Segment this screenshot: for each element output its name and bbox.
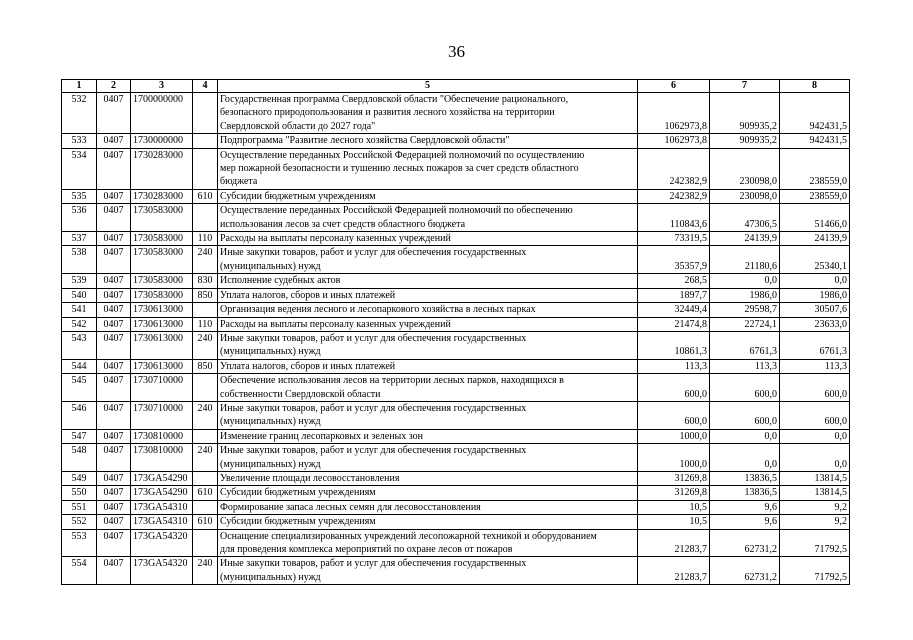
description-line: Формирование запаса лесных семян для лесовосстановления <box>220 501 481 513</box>
table-row <box>62 486 850 500</box>
description-cell <box>218 204 638 232</box>
description-line: использования лесов за счет средств областного бюджета <box>220 218 466 230</box>
amount-col8-cell: 113,3 <box>780 359 850 373</box>
expense-type-cell: 110 <box>193 317 218 331</box>
amount-col7-cell: 600,0 <box>710 374 780 402</box>
amount-col6-cell: 10,5 <box>638 515 710 529</box>
description-cell <box>218 500 638 514</box>
description-line: Обеспечение использования лесов на территории лесных парков, находящихся в <box>220 375 564 387</box>
amount-col8-cell: 600,0 <box>780 401 850 429</box>
column-header: 8 <box>780 80 850 93</box>
table-row <box>62 93 850 134</box>
expense-type-cell <box>193 500 218 514</box>
expense-type-cell: 850 <box>193 359 218 373</box>
description-line: Субсидии бюджетным учреждениям <box>220 516 376 528</box>
description-line: мер пожарной безопасности и тушению лесных пожаров за счет средств областного <box>220 163 579 175</box>
amount-col6-cell: 600,0 <box>638 401 710 429</box>
section-code-cell: 0407 <box>97 204 131 232</box>
amount-col8-cell: 51466,0 <box>780 204 850 232</box>
row-number-cell: 551 <box>62 500 97 514</box>
description-line: Государственная программа Свердловской области "Обеспечение рационального, <box>220 94 569 105</box>
amount-col6-cell: 10861,3 <box>638 331 710 359</box>
column-header: 1 <box>62 80 97 93</box>
description-cell <box>218 359 638 373</box>
amount-col8-cell: 9,2 <box>780 515 850 529</box>
column-header: 7 <box>710 80 780 93</box>
amount-col6-cell: 32449,4 <box>638 303 710 317</box>
table-row <box>62 288 850 302</box>
amount-col6-cell: 600,0 <box>638 374 710 402</box>
table-row <box>62 274 850 288</box>
section-code-cell: 0407 <box>97 500 131 514</box>
amount-col6-cell: 113,3 <box>638 359 710 373</box>
description-cell <box>218 134 638 148</box>
expense-type-cell <box>193 93 218 134</box>
amount-col6-cell: 268,5 <box>638 274 710 288</box>
description-line: Осуществление переданных Российской Федерацией полномочий по обеспечению <box>220 205 573 217</box>
row-number-cell: 554 <box>62 557 97 585</box>
target-code-cell: 1730583000 <box>131 232 193 246</box>
amount-col8-cell: 71792,5 <box>780 529 850 557</box>
row-number-cell: 541 <box>62 303 97 317</box>
amount-col8-cell: 9,2 <box>780 500 850 514</box>
description-line: Иные закупки товаров, работ и услуг для обеспечения государственных <box>220 402 527 414</box>
amount-col6-cell: 110843,6 <box>638 204 710 232</box>
description-line: (муниципальных) нужд <box>220 458 321 470</box>
amount-col6-cell: 1062973,8 <box>638 93 710 134</box>
section-code-cell: 0407 <box>97 444 131 472</box>
table-row <box>62 374 850 402</box>
row-number-cell: 538 <box>62 246 97 274</box>
expense-type-cell: 240 <box>193 444 218 472</box>
table-row <box>62 246 850 274</box>
expense-type-cell: 110 <box>193 232 218 246</box>
amount-col6-cell: 242382,9 <box>638 148 710 189</box>
description-line: (муниципальных) нужд <box>220 416 321 428</box>
description-line: Уплата налогов, сборов и иных платежей <box>220 360 396 372</box>
section-code-cell: 0407 <box>97 148 131 189</box>
target-code-cell: 173GA54290 <box>131 471 193 485</box>
column-header: 3 <box>131 80 193 93</box>
target-code-cell: 173GA54310 <box>131 515 193 529</box>
description-cell <box>218 471 638 485</box>
amount-col7-cell: 24139,9 <box>710 232 780 246</box>
table-row <box>62 331 850 359</box>
expense-type-cell: 240 <box>193 401 218 429</box>
table-row <box>62 429 850 443</box>
amount-col7-cell: 9,6 <box>710 515 780 529</box>
table-row <box>62 134 850 148</box>
amount-col6-cell: 1000,0 <box>638 444 710 472</box>
amount-col7-cell: 62731,2 <box>710 557 780 585</box>
table-row <box>62 359 850 373</box>
amount-col7-cell: 0,0 <box>710 429 780 443</box>
description-line: Осуществление переданных Российской Федерацией полномочий по осуществлению <box>220 149 585 161</box>
expense-type-cell: 830 <box>193 274 218 288</box>
description-line: Оснащение специализированных учреждений лесопожарной техникой и оборудованием <box>220 530 597 542</box>
description-line: Иные закупки товаров, работ и услуг для обеспечения государственных <box>220 247 527 259</box>
description-line: Свердловской области до 2027 года" <box>220 120 376 132</box>
description-line: Субсидии бюджетным учреждениям <box>220 487 376 499</box>
target-code-cell: 1730583000 <box>131 288 193 302</box>
section-code-cell: 0407 <box>97 401 131 429</box>
target-code-cell: 1730583000 <box>131 204 193 232</box>
description-line: бюджета <box>220 176 258 188</box>
description-cell <box>218 331 638 359</box>
row-number-cell: 536 <box>62 204 97 232</box>
table-row <box>62 317 850 331</box>
description-line: Организация ведения лесного и лесопаркового хозяйства в лесных парках <box>220 304 536 316</box>
target-code-cell: 1730613000 <box>131 331 193 359</box>
row-number-cell: 542 <box>62 317 97 331</box>
amount-col8-cell: 0,0 <box>780 429 850 443</box>
target-code-cell: 1730710000 <box>131 374 193 402</box>
budget-table <box>61 79 850 585</box>
expense-type-cell <box>193 134 218 148</box>
target-code-cell: 1730613000 <box>131 359 193 373</box>
expense-type-cell <box>193 529 218 557</box>
description-line: Изменение границ лесопарковых и зеленых зон <box>220 430 424 442</box>
section-code-cell: 0407 <box>97 515 131 529</box>
amount-col8-cell: 13814,5 <box>780 471 850 485</box>
table-header-row <box>62 80 850 93</box>
amount-col8-cell: 942431,5 <box>780 93 850 134</box>
row-number-cell: 533 <box>62 134 97 148</box>
description-line: Расходы на выплаты персоналу казенных учреждений <box>220 233 451 245</box>
amount-col6-cell: 1000,0 <box>638 429 710 443</box>
target-code-cell: 1730583000 <box>131 274 193 288</box>
expense-type-cell: 610 <box>193 515 218 529</box>
expense-type-cell: 610 <box>193 189 218 203</box>
row-number-cell: 553 <box>62 529 97 557</box>
description-line: (муниципальных) нужд <box>220 260 321 272</box>
description-line: Иные закупки товаров, работ и услуг для обеспечения государственных <box>220 445 527 457</box>
description-line: собственности Свердловской области <box>220 388 381 400</box>
amount-col7-cell: 22724,1 <box>710 317 780 331</box>
description-line: Исполнение судебных актов <box>220 275 341 287</box>
amount-col7-cell: 6761,3 <box>710 331 780 359</box>
amount-col7-cell: 21180,6 <box>710 246 780 274</box>
amount-col6-cell: 21474,8 <box>638 317 710 331</box>
page-number: 36 <box>448 42 465 61</box>
expense-type-cell <box>193 303 218 317</box>
table-row <box>62 557 850 585</box>
description-line: (муниципальных) нужд <box>220 346 321 358</box>
target-code-cell: 1730283000 <box>131 189 193 203</box>
amount-col8-cell: 238559,0 <box>780 148 850 189</box>
amount-col8-cell: 6761,3 <box>780 331 850 359</box>
amount-col8-cell: 13814,5 <box>780 486 850 500</box>
expense-type-cell: 240 <box>193 246 218 274</box>
section-code-cell: 0407 <box>97 246 131 274</box>
description-cell <box>218 274 638 288</box>
section-code-cell: 0407 <box>97 134 131 148</box>
description-cell <box>218 515 638 529</box>
amount-col6-cell: 10,5 <box>638 500 710 514</box>
table-row <box>62 515 850 529</box>
row-number-cell: 545 <box>62 374 97 402</box>
description-line: Уплата налогов, сборов и иных платежей <box>220 289 396 301</box>
row-number-cell: 552 <box>62 515 97 529</box>
column-header: 5 <box>218 80 638 93</box>
row-number-cell: 543 <box>62 331 97 359</box>
amount-col7-cell: 600,0 <box>710 401 780 429</box>
amount-col8-cell: 0,0 <box>780 274 850 288</box>
row-number-cell: 534 <box>62 148 97 189</box>
table-row <box>62 444 850 472</box>
amount-col8-cell: 238559,0 <box>780 189 850 203</box>
amount-col7-cell: 0,0 <box>710 444 780 472</box>
description-cell <box>218 557 638 585</box>
target-code-cell: 1730613000 <box>131 317 193 331</box>
amount-col7-cell: 9,6 <box>710 500 780 514</box>
table-row <box>62 529 850 557</box>
target-code-cell: 1730710000 <box>131 401 193 429</box>
amount-col7-cell: 909935,2 <box>710 93 780 134</box>
row-number-cell: 546 <box>62 401 97 429</box>
description-cell <box>218 148 638 189</box>
column-header: 6 <box>638 80 710 93</box>
amount-col7-cell: 909935,2 <box>710 134 780 148</box>
amount-col6-cell: 31269,8 <box>638 471 710 485</box>
amount-col6-cell: 242382,9 <box>638 189 710 203</box>
row-number-cell: 540 <box>62 288 97 302</box>
expense-type-cell <box>193 374 218 402</box>
description-cell <box>218 374 638 402</box>
row-number-cell: 537 <box>62 232 97 246</box>
section-code-cell: 0407 <box>97 93 131 134</box>
target-code-cell: 1730613000 <box>131 303 193 317</box>
section-code-cell: 0407 <box>97 557 131 585</box>
table-row <box>62 189 850 203</box>
amount-col7-cell: 13836,5 <box>710 471 780 485</box>
amount-col8-cell: 24139,9 <box>780 232 850 246</box>
target-code-cell: 173GA54320 <box>131 529 193 557</box>
section-code-cell: 0407 <box>97 274 131 288</box>
description-cell <box>218 246 638 274</box>
description-line: Иные закупки товаров, работ и услуг для обеспечения государственных <box>220 558 527 570</box>
description-cell <box>218 486 638 500</box>
table-row <box>62 232 850 246</box>
section-code-cell: 0407 <box>97 529 131 557</box>
description-cell <box>218 303 638 317</box>
amount-col8-cell: 23633,0 <box>780 317 850 331</box>
amount-col6-cell: 31269,8 <box>638 486 710 500</box>
target-code-cell: 1730000000 <box>131 134 193 148</box>
description-cell <box>218 444 638 472</box>
target-code-cell: 173GA54290 <box>131 486 193 500</box>
description-line: Увеличение площади лесовосстановления <box>220 472 400 484</box>
table-body <box>62 93 850 585</box>
amount-col6-cell: 21283,7 <box>638 529 710 557</box>
amount-col6-cell: 21283,7 <box>638 557 710 585</box>
description-line: Расходы на выплаты персоналу казенных учреждений <box>220 318 451 330</box>
amount-col8-cell: 0,0 <box>780 444 850 472</box>
row-number-cell: 550 <box>62 486 97 500</box>
expense-type-cell: 240 <box>193 331 218 359</box>
amount-col7-cell: 47306,5 <box>710 204 780 232</box>
target-code-cell: 1730583000 <box>131 246 193 274</box>
amount-col8-cell: 71792,5 <box>780 557 850 585</box>
section-code-cell: 0407 <box>97 288 131 302</box>
expense-type-cell <box>193 204 218 232</box>
amount-col8-cell: 1986,0 <box>780 288 850 302</box>
description-cell <box>218 401 638 429</box>
column-header: 4 <box>193 80 218 93</box>
table-row <box>62 204 850 232</box>
amount-col6-cell: 73319,5 <box>638 232 710 246</box>
description-cell <box>218 232 638 246</box>
section-code-cell: 0407 <box>97 429 131 443</box>
description-cell <box>218 93 638 134</box>
row-number-cell: 548 <box>62 444 97 472</box>
expense-type-cell <box>193 148 218 189</box>
target-code-cell: 1730283000 <box>131 148 193 189</box>
description-line: безопасного природопользования и развития лесного хозяйства на территории <box>220 107 555 119</box>
description-line: (муниципальных) нужд <box>220 571 321 583</box>
amount-col6-cell: 1897,7 <box>638 288 710 302</box>
target-code-cell: 1700000000 <box>131 93 193 134</box>
amount-col8-cell: 30507,6 <box>780 303 850 317</box>
description-line: Подпрограмма "Развитие лесного хозяйства Свердловской области" <box>220 135 510 147</box>
column-header: 2 <box>97 80 131 93</box>
target-code-cell: 1730810000 <box>131 444 193 472</box>
table-row <box>62 401 850 429</box>
description-cell <box>218 288 638 302</box>
amount-col8-cell: 600,0 <box>780 374 850 402</box>
amount-col7-cell: 113,3 <box>710 359 780 373</box>
amount-col7-cell: 29598,7 <box>710 303 780 317</box>
amount-col7-cell: 230098,0 <box>710 189 780 203</box>
row-number-cell: 539 <box>62 274 97 288</box>
row-number-cell: 544 <box>62 359 97 373</box>
expense-type-cell <box>193 471 218 485</box>
section-code-cell: 0407 <box>97 189 131 203</box>
table-row <box>62 148 850 189</box>
expense-type-cell <box>193 429 218 443</box>
target-code-cell: 1730810000 <box>131 429 193 443</box>
description-cell <box>218 529 638 557</box>
section-code-cell: 0407 <box>97 374 131 402</box>
amount-col7-cell: 13836,5 <box>710 486 780 500</box>
description-cell <box>218 429 638 443</box>
amount-col7-cell: 62731,2 <box>710 529 780 557</box>
amount-col8-cell: 25340,1 <box>780 246 850 274</box>
table-row <box>62 471 850 485</box>
section-code-cell: 0407 <box>97 317 131 331</box>
section-code-cell: 0407 <box>97 331 131 359</box>
target-code-cell: 173GA54320 <box>131 557 193 585</box>
expense-type-cell: 240 <box>193 557 218 585</box>
amount-col7-cell: 0,0 <box>710 274 780 288</box>
row-number-cell: 535 <box>62 189 97 203</box>
description-line: для проведения комплекса мероприятий по охране лесов от пожаров <box>220 544 513 555</box>
description-cell <box>218 189 638 203</box>
table-row <box>62 500 850 514</box>
target-code-cell: 173GA54310 <box>131 500 193 514</box>
section-code-cell: 0407 <box>97 232 131 246</box>
section-code-cell: 0407 <box>97 303 131 317</box>
description-line: Субсидии бюджетным учреждениям <box>220 190 376 202</box>
section-code-cell: 0407 <box>97 486 131 500</box>
row-number-cell: 547 <box>62 429 97 443</box>
section-code-cell: 0407 <box>97 471 131 485</box>
description-cell <box>218 317 638 331</box>
amount-col6-cell: 35357,9 <box>638 246 710 274</box>
amount-col7-cell: 1986,0 <box>710 288 780 302</box>
description-line: Иные закупки товаров, работ и услуг для обеспечения государственных <box>220 332 527 344</box>
table-row <box>62 303 850 317</box>
amount-col6-cell: 1062973,8 <box>638 134 710 148</box>
row-number-cell: 532 <box>62 93 97 134</box>
expense-type-cell: 610 <box>193 486 218 500</box>
section-code-cell: 0407 <box>97 359 131 373</box>
amount-col8-cell: 942431,5 <box>780 134 850 148</box>
amount-col7-cell: 230098,0 <box>710 148 780 189</box>
row-number-cell: 549 <box>62 471 97 485</box>
expense-type-cell: 850 <box>193 288 218 302</box>
